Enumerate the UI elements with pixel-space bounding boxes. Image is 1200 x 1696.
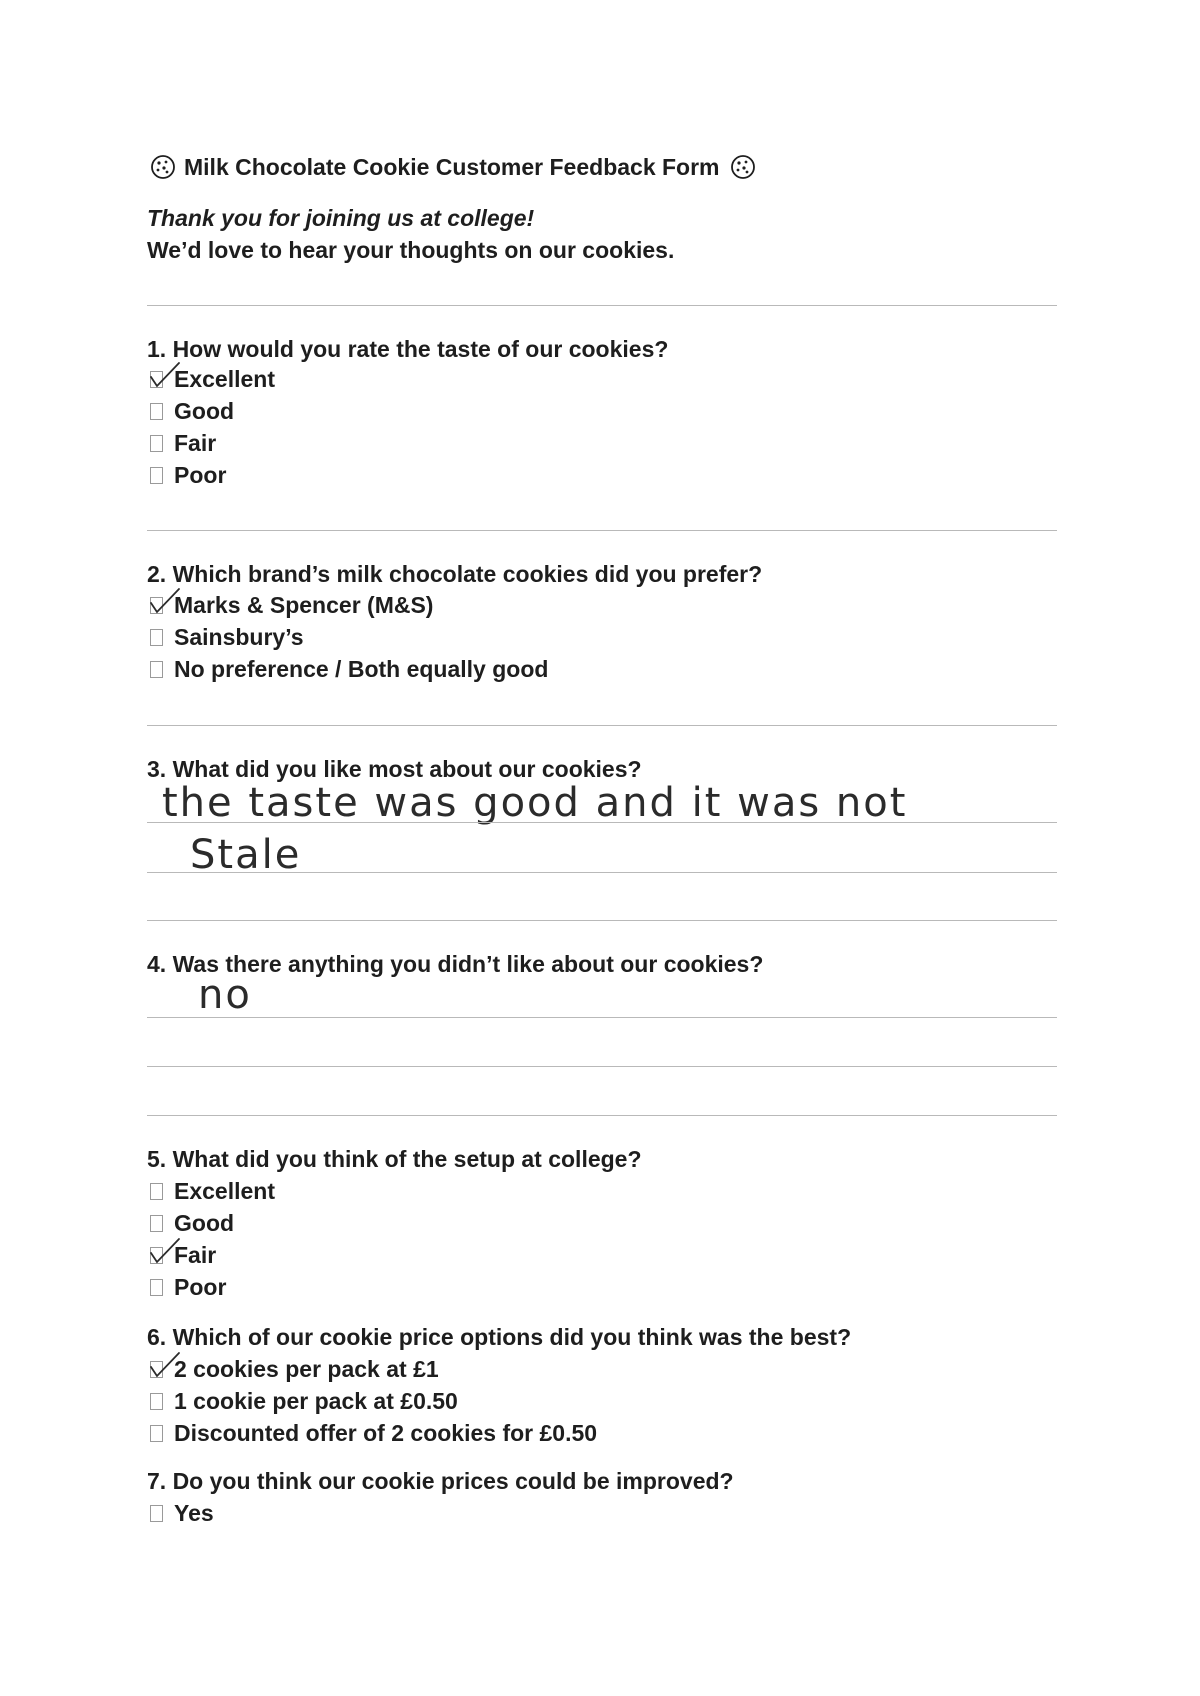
checkbox-icon[interactable] xyxy=(150,371,163,388)
cookie-icon xyxy=(730,154,756,180)
checkbox-icon[interactable] xyxy=(150,1393,163,1410)
form-title xyxy=(150,152,756,182)
answer-line xyxy=(147,1017,1057,1018)
checkbox-icon[interactable] xyxy=(150,661,163,678)
question-6: 6. Which of our cookie price options did you think was the best? xyxy=(147,1324,852,1350)
option-label: Sainsbury’s xyxy=(174,624,304,650)
section-divider xyxy=(147,725,1057,726)
intro-thanks: Thank you for joining us at college! xyxy=(147,205,535,231)
q6-option-2-per-pack[interactable] xyxy=(150,1354,439,1384)
option-label: Poor xyxy=(174,462,227,488)
question-3: 3. What did you like most about our cookies? xyxy=(147,756,642,782)
q7-option-yes[interactable] xyxy=(150,1498,214,1528)
q5-option-poor[interactable] xyxy=(150,1272,226,1302)
handwritten-check-mark-icon xyxy=(149,1351,183,1381)
option-label: 2 cookies per pack at £1 xyxy=(174,1356,439,1382)
q6-option-1-per-pack[interactable] xyxy=(150,1386,458,1416)
option-label: Good xyxy=(174,398,235,424)
cookie-icon xyxy=(150,154,176,180)
question-4: 4. Was there anything you didn’t like about our cookies? xyxy=(147,951,764,977)
option-label: Fair xyxy=(174,430,217,456)
checkbox-icon[interactable] xyxy=(150,435,163,452)
q1-option-poor[interactable] xyxy=(150,460,226,490)
option-label: Yes xyxy=(174,1500,214,1526)
checkbox-icon[interactable] xyxy=(150,1183,163,1200)
question-5: 5. What did you think of the setup at college? xyxy=(147,1146,642,1172)
option-label: Discounted offer of 2 cookies for £0.50 xyxy=(174,1420,598,1446)
question-2: 2. Which brand’s milk chocolate cookies did you prefer? xyxy=(147,561,763,587)
checkbox-icon[interactable] xyxy=(150,597,163,614)
option-label: Good xyxy=(174,1210,235,1236)
option-label: No preference / Both equally good xyxy=(174,656,549,682)
answer-line xyxy=(147,920,1057,921)
checkbox-icon[interactable] xyxy=(150,1247,163,1264)
option-label: Poor xyxy=(174,1274,227,1300)
handwritten-check-mark-icon xyxy=(149,361,183,391)
q5-option-fair[interactable] xyxy=(150,1240,216,1270)
option-label: Marks & Spencer (M&S) xyxy=(174,592,434,618)
handwritten-check-mark-icon xyxy=(149,1237,183,1267)
q6-option-discounted[interactable] xyxy=(150,1418,597,1448)
checkbox-icon[interactable] xyxy=(150,1425,163,1442)
q3-handwritten-answer-line-2[interactable]: Stale xyxy=(190,832,302,878)
checkbox-icon[interactable] xyxy=(150,1279,163,1296)
answer-line xyxy=(147,822,1057,823)
question-1: 1. How would you rate the taste of our cookies? xyxy=(147,336,669,362)
answer-line xyxy=(147,1066,1057,1067)
q3-handwritten-answer-line-1[interactable]: the taste was good and it was not xyxy=(162,780,908,826)
option-label: Excellent xyxy=(174,366,275,392)
intro-line: We’d love to hear your thoughts on our cookies. xyxy=(147,237,675,263)
checkbox-icon[interactable] xyxy=(150,403,163,420)
checkbox-icon[interactable] xyxy=(150,1361,163,1378)
q4-handwritten-answer[interactable]: no xyxy=(198,972,252,1018)
form-title-text: Milk Chocolate Cookie Customer Feedback Form xyxy=(184,154,720,180)
section-divider xyxy=(147,530,1057,531)
checkbox-icon[interactable] xyxy=(150,467,163,484)
section-divider xyxy=(147,305,1057,306)
q5-option-good[interactable] xyxy=(150,1208,234,1238)
option-label: 1 cookie per pack at £0.50 xyxy=(174,1388,458,1414)
q1-option-excellent[interactable] xyxy=(150,364,275,394)
q2-option-marks-spencer[interactable] xyxy=(150,590,433,620)
q1-option-good[interactable] xyxy=(150,396,234,426)
handwritten-check-mark-icon xyxy=(149,587,183,617)
q5-option-excellent[interactable] xyxy=(150,1176,275,1206)
checkbox-icon[interactable] xyxy=(150,1215,163,1232)
q2-option-no-preference[interactable] xyxy=(150,654,548,684)
answer-line xyxy=(147,872,1057,873)
q2-option-sainsburys[interactable] xyxy=(150,622,304,652)
answer-line xyxy=(147,1115,1057,1116)
checkbox-icon[interactable] xyxy=(150,1505,163,1522)
question-7: 7. Do you think our cookie prices could be improved? xyxy=(147,1468,734,1494)
option-label: Fair xyxy=(174,1242,217,1268)
q1-option-fair[interactable] xyxy=(150,428,216,458)
checkbox-icon[interactable] xyxy=(150,629,163,646)
option-label: Excellent xyxy=(174,1178,275,1204)
